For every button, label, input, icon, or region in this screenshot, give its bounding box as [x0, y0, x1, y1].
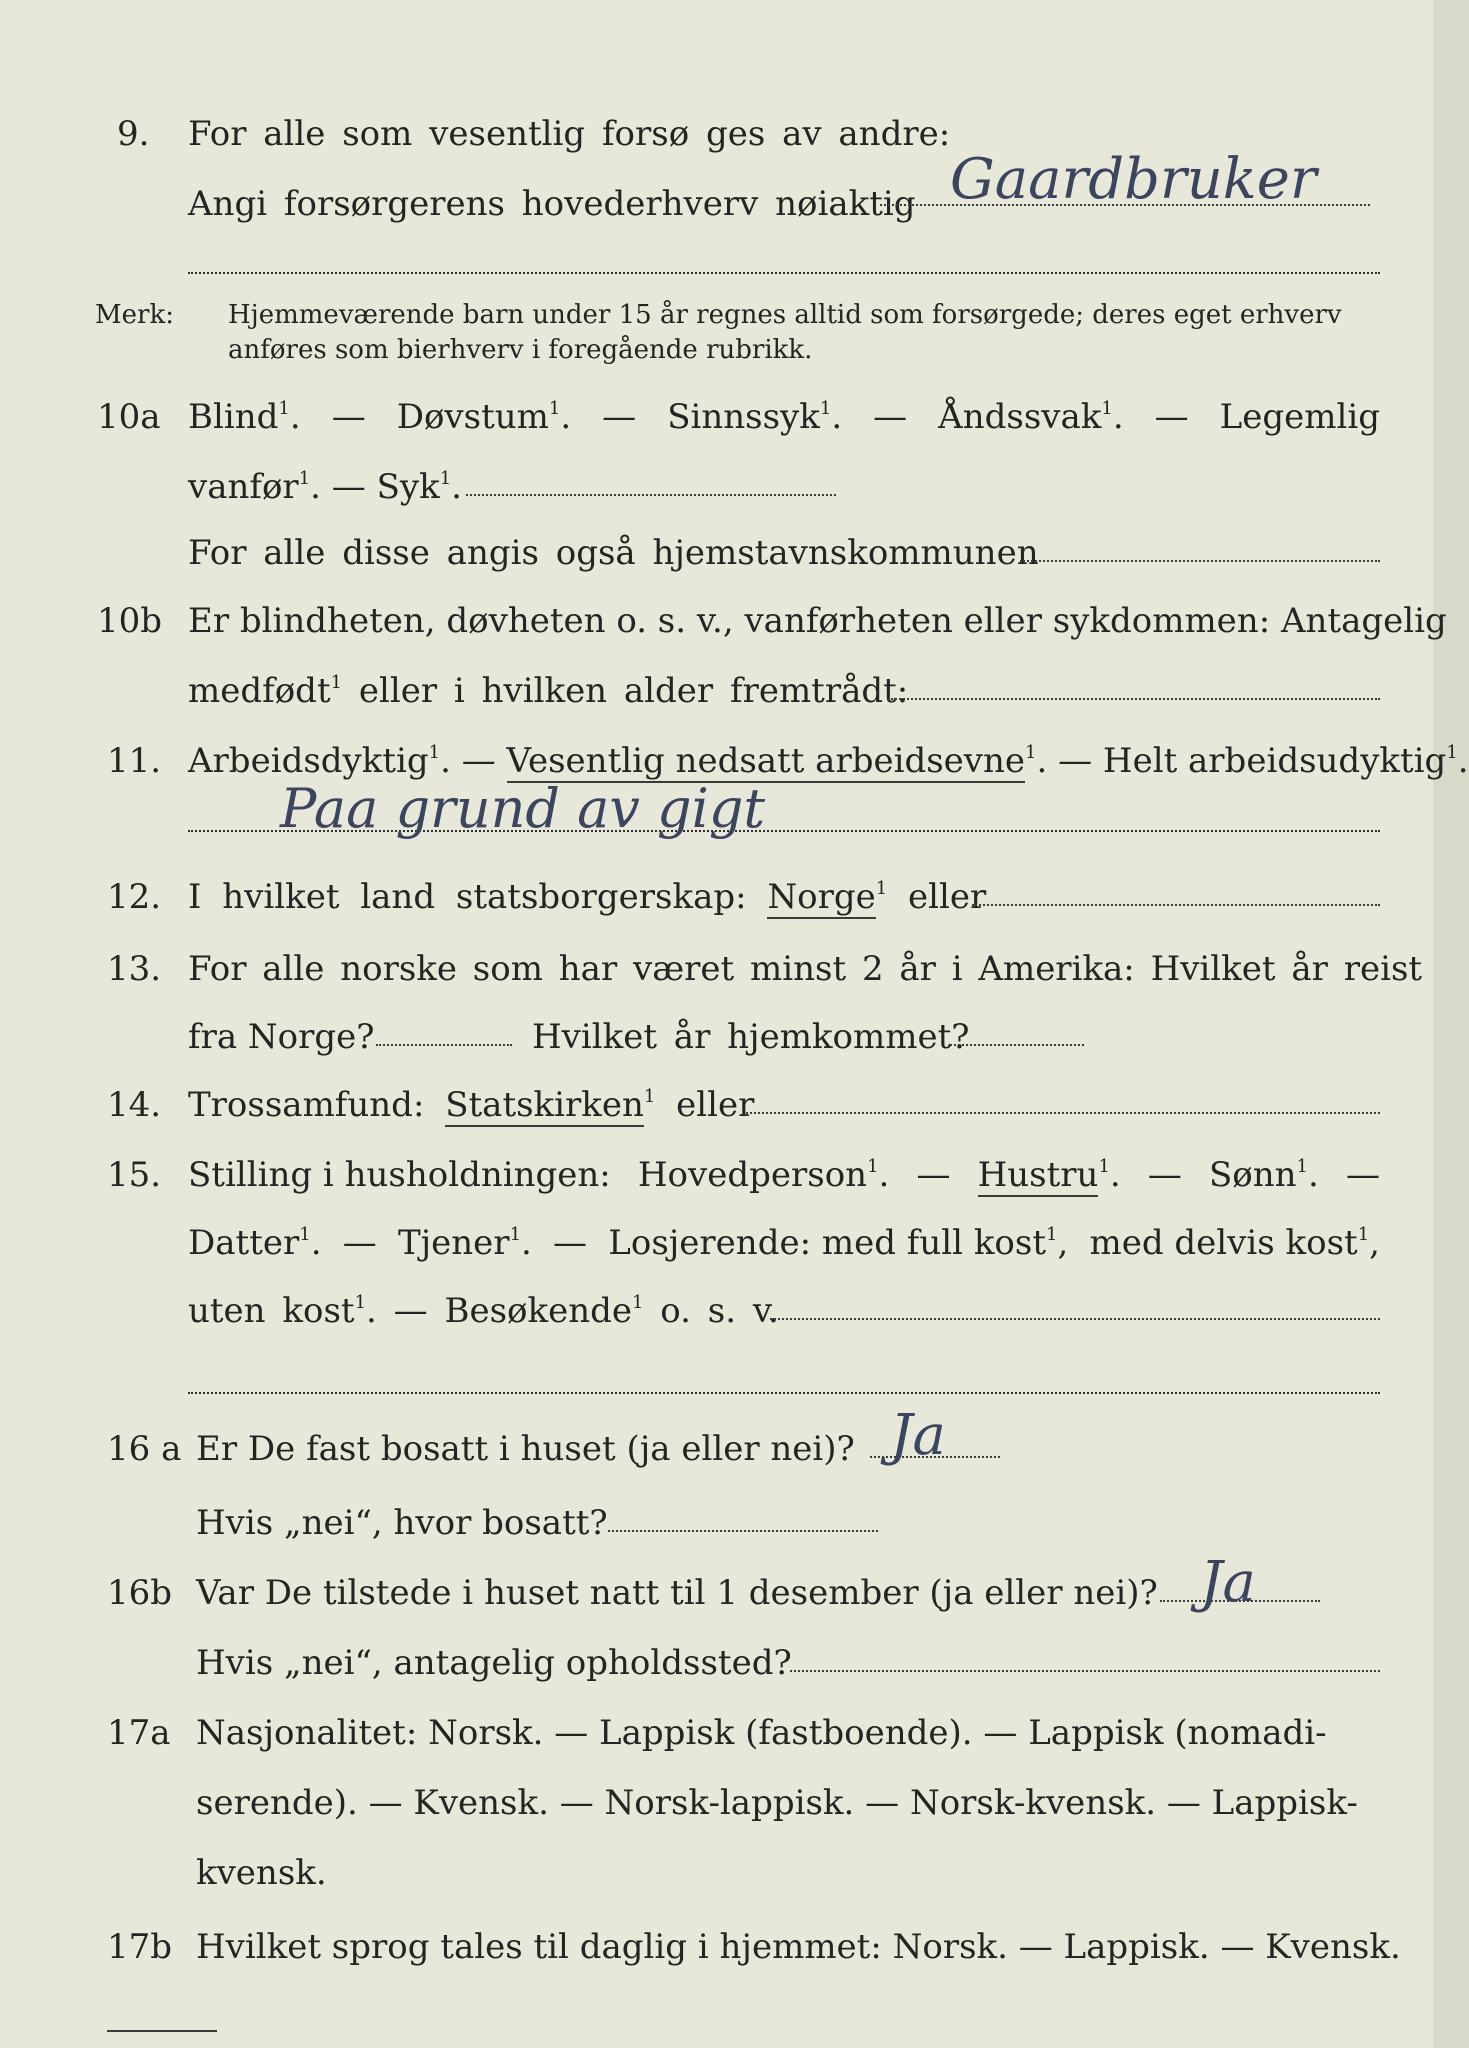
- q10a-hjemstavn-line: [1020, 560, 1380, 562]
- q14-line: Trossamfund: Statskirken$^1$ eller: [188, 1085, 755, 1125]
- q10b-line1: Er blindheten, døvheten o. s. v., vanførheten eller sykdommen: Antagelig: [188, 601, 1447, 641]
- q13-fra-line: [376, 1044, 512, 1046]
- q11-handwritten-answer: Paa grund av gigt: [280, 777, 766, 840]
- q10a-line2: vanfør$^1$. — Syk$^1$.: [188, 467, 462, 507]
- q10a-sinnssyk: Sinnssyk$^1$.: [667, 397, 843, 437]
- q9-line2: Angi forsørgerens hovederhverv nøiaktig: [188, 184, 916, 224]
- q9-number: 9.: [117, 114, 150, 154]
- q10b-answer-line: [888, 698, 1380, 700]
- q15-line1: Stilling i husholdningen: Hovedperson$^1$. — Hustru$^1$. — Sønn$^1$. —: [188, 1155, 1380, 1195]
- q13-line1: For alle norske som har været minst 2 år i Amerika: Hvilket år reist: [188, 949, 1423, 989]
- q14-answer-line: [746, 1112, 1380, 1114]
- q16b-handwritten-answer: Ja: [1200, 1550, 1256, 1615]
- q16a-number: 16 a: [107, 1429, 182, 1469]
- q16b-number: 16b: [107, 1573, 173, 1613]
- q13-hjemkommet: Hvilket år hjemkommet?: [532, 1017, 970, 1057]
- q15-answer-line: [770, 1318, 1380, 1320]
- q10a-andssvak: Åndssvak$^1$.: [938, 397, 1124, 437]
- q12-number: 12.: [107, 877, 162, 917]
- q13-fra-norge: fra Norge?: [188, 1017, 375, 1057]
- q14-statskirken-underlined: Statskirken: [445, 1085, 644, 1125]
- q16a-handwritten-answer: Ja: [890, 1403, 946, 1468]
- q16a-line1: Er De fast bosatt i huset (ja eller nei)?: [196, 1429, 855, 1469]
- q10a-blind: Blind$^1$.: [188, 397, 301, 437]
- q9-handwritten-answer: Gaardbruker: [950, 147, 1317, 212]
- q17b-number: 17b: [107, 1927, 173, 1967]
- q11-number: 11.: [107, 741, 162, 781]
- q10a-number: 10a: [97, 397, 161, 437]
- q11-vesentlig-underlined: Vesentlig nedsatt arbeidsevne: [506, 741, 1026, 781]
- q10a-line3: For alle disse angis også hjemstavnskommunen: [188, 533, 1039, 573]
- footnote-rule: [107, 2030, 217, 2032]
- q10a-answer-line: [466, 494, 836, 496]
- q15-extra-line: [188, 1392, 1380, 1394]
- q16b-line1: Var De tilstede i huset natt til 1 desember (ja eller nei)?: [196, 1573, 1158, 1613]
- q15-hustru-underlined: Hustru: [977, 1155, 1099, 1195]
- q17a-line2: serende). — Kvensk. — Norsk-lappisk. — Norsk-kvensk. — Lappisk-: [196, 1783, 1358, 1823]
- q12-norge-underlined: Norge: [767, 877, 876, 917]
- q12-line: I hvilket land statsborgerskap: Norge$^1$ eller: [188, 877, 987, 917]
- q17b-line1: Hvilket sprog tales til daglig i hjemmet: Norsk. — Lappisk. — Kvensk.: [196, 1927, 1401, 1967]
- q10b-number: 10b: [97, 601, 163, 641]
- q16b-line2: Hvis „nei“, antagelig opholdssted?: [196, 1643, 792, 1683]
- q17a-line3: kvensk.: [196, 1853, 327, 1893]
- q10b-line2: medfødt$^1$ eller i hvilken alder fremtrådt:: [188, 671, 909, 711]
- q13-number: 13.: [107, 949, 162, 989]
- q14-number: 14.: [107, 1085, 162, 1125]
- q15-line2: Datter$^1$. — Tjener$^1$. — Losjerende: med full kost$^1$, med delvis kost$^1$,: [188, 1223, 1380, 1263]
- q10a-legemlig: Legemlig: [1219, 397, 1380, 437]
- merk-line1: Hjemmeværende barn under 15 år regnes alltid som forsørgede; deres eget erhverv: [228, 300, 1342, 330]
- q16a-bosatt-line: [608, 1530, 878, 1532]
- q15-line3: uten kost$^1$. — Besøkende$^1$ o. s. v.: [188, 1291, 779, 1331]
- q16a-line2: Hvis „nei“, hvor bosatt?: [196, 1503, 608, 1543]
- merk-label: Merk:: [95, 300, 174, 330]
- q10a-dovstum: Døvstum$^1$.: [396, 397, 572, 437]
- q15-number: 15.: [107, 1155, 162, 1195]
- q17a-line1: Nasjonalitet: Norsk. — Lappisk (fastboende). — Lappisk (nomadi-: [196, 1713, 1327, 1753]
- q9-extra-line: [188, 272, 1380, 274]
- q11-line1: Arbeidsdyktig$^1$. — Vesentlig nedsatt arbeidsevne$^1$. — Helt arbeidsudyktig$^1$.: [188, 741, 1469, 781]
- q16b-opholdssted-line: [790, 1670, 1380, 1672]
- q12-answer-line: [972, 904, 1380, 906]
- q9-line1: For alle som vesentlig forsø ges av andre:: [188, 114, 951, 154]
- q17a-number: 17a: [107, 1713, 171, 1753]
- merk-line2: anføres som bierhverv i foregående rubrikk.: [228, 335, 813, 365]
- q10a-line1: Blind$^1$. — Døvstum$^1$. — Sinnssyk$^1$. — Åndssvak$^1$. — Legemlig: [188, 397, 1380, 437]
- q13-hjemkommet-line: [950, 1044, 1084, 1046]
